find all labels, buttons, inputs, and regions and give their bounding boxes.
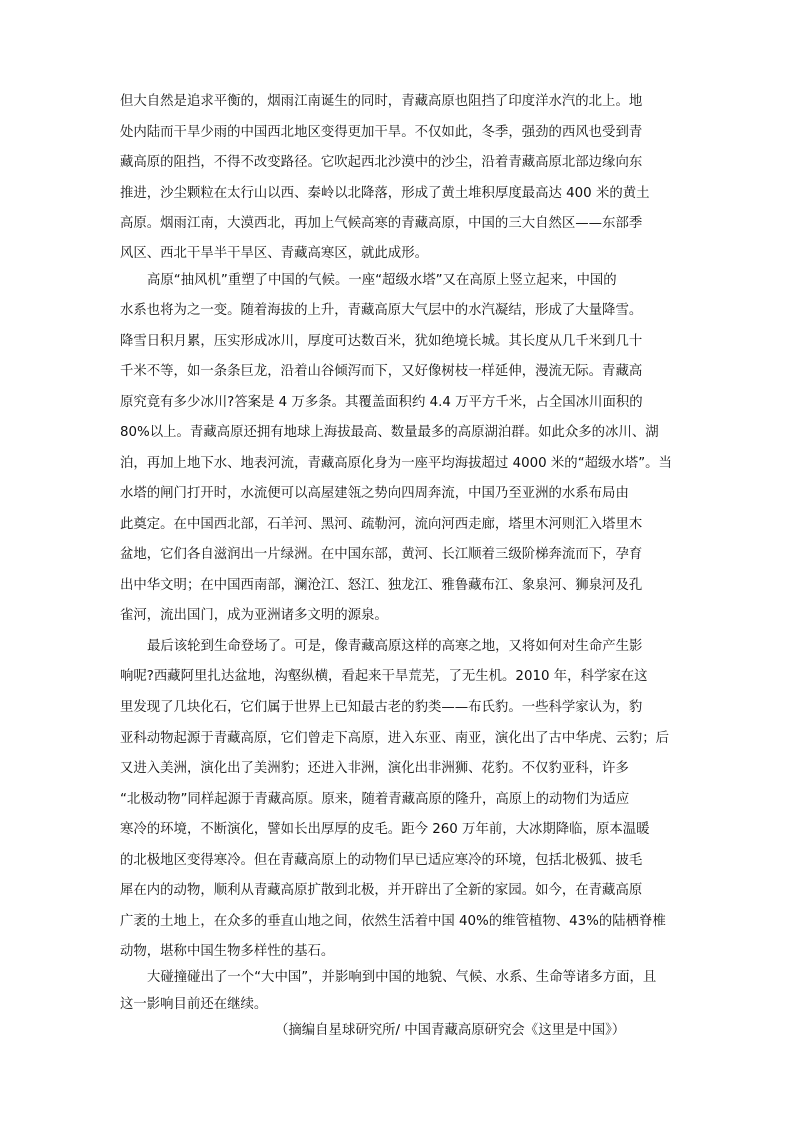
text-line: 的北极地区变得寒冷。但在青藏高原上的动物们早已适应寒冷的环境，包括北极狐、披毛 <box>120 853 643 868</box>
text-line: 降雪日积月累，压实形成冰川，厚度可达数百米，犹如绝境长城。其长度从几千米到几十 <box>120 334 643 349</box>
text-line: 但大自然是追求平衡的，烟雨江南诞生的同时，青藏高原也阻挡了印度洋水汽的北上。地 <box>120 94 643 109</box>
text-line: 水系也将为之一变。随着海拔的上升，青藏高原大气层中的水汽凝结，形成了大量降雪。 <box>120 303 643 318</box>
text-line: 大碰撞碰出了一个“大中国”，并影响到中国的地貌、气候、水系、生命等诸多方面，且 <box>147 970 657 985</box>
text-line: 原究竟有多少冰川?答案是 4 万多条。其覆盖面积约 4.4 万平方千米，占全国冰川面积的 <box>120 395 643 410</box>
text-line: 高原。烟雨江南，大漠西北，再加上气候高寒的青藏高原，中国的三大自然区——东部季 <box>120 216 643 231</box>
text-line: 藏高原的阻挡，不得不改变路径。它吹起西北沙漠中的沙尘，沿着青藏高原北部边缘向东 <box>120 155 643 170</box>
text-line: 这一影响目前还在继续。 <box>120 997 268 1012</box>
text-line: 寒冷的环境，不断演化，譬如长出厚厚的皮毛。距今 260 万年前，大冰期降临，原本温暖 <box>120 822 650 837</box>
text-line: 泊，再加上地下水、地表河流，青藏高原化身为一座平均海拔超过 4000 米的“超级水塔”。当 <box>120 456 672 471</box>
text-line: 犀在内的动物，顺利从青藏高原扩散到北极，并开辟出了全新的家园。如今，在青藏高原 <box>120 883 643 898</box>
text-line: 雀河，流出国门，成为亚洲诸多文明的源泉。 <box>120 608 388 623</box>
text-line: 响呢?西藏阿里扎达盆地，沟壑纵横，看起来干旱荒芜，了无生机。2010 年，科学家在这 <box>120 669 648 684</box>
text-line: 盆地，它们各自滋润出一片绿洲。在中国东部，黄河、长江顺着三级阶梯奔流而下，孕育 <box>120 547 643 562</box>
text-line: 高原“抽风机”重塑了中国的气候。一座“超级水塔”又在高原上竖立起来，中国的 <box>147 273 617 288</box>
text-line: 水塔的闸门打开时，水流便可以高屋建瓴之势向四周奔流，中国乃至亚洲的水系布局由 <box>120 486 629 501</box>
text-line: “北极动物”同样起源于青藏高原。原来，随着青藏高原的隆升，高原上的动物们为适应 <box>120 792 630 807</box>
text-line: 处内陆而干旱少雨的中国西北地区变得更加干旱。不仅如此，冬季，强劲的西风也受到青 <box>120 125 643 140</box>
text-line: （摘编自星球研究所/ 中国青藏高原研究会《这里是中国》） <box>275 1023 626 1038</box>
text-line: 又进入美洲，演化出了美洲豹；还进入非洲，演化出非洲狮、花豹。不仅豹亚科，许多 <box>120 761 629 776</box>
text-line: 动物，堪称中国生物多样性的基石。 <box>120 944 335 959</box>
text-line: 千米不等，如一条条巨龙，沿着山谷倾泻而下，又好像树枝一样延伸，漫流无际。青藏高 <box>120 364 643 379</box>
text-line: 推进，沙尘颗粒在太行山以西、秦岭以北降落，形成了黄土堆积厚度最高达 400 米的黄土 <box>120 186 650 201</box>
text-line: 最后该轮到生命登场了。可是，像青藏高原这样的高寒之地，又将如何对生命产生影 <box>147 639 643 654</box>
text-line: 亚科动物起源于青藏高原，它们曾走下高原，进入东亚、南亚，演化出了古中华虎、云豹；后 <box>120 731 670 746</box>
text-line: 此奠定。在中国西北部，石羊河、黑河、疏勒河，流向河西走廊，塔里木河则汇入塔里木 <box>120 517 643 532</box>
text-line: 里发现了几块化石，它们属于世界上已知最古老的豹类——布氏豹。一些科学家认为，豹 <box>120 700 643 715</box>
text-line: 出中华文明；在中国西南部，澜沧江、怒江、独龙江、雅鲁藏布江、象泉河、狮泉河及孔 <box>120 578 643 593</box>
text-line: 80%以上。青藏高原还拥有地球上海拔最高、数量最多的高原湖泊群。如此众多的冰川、湖 <box>120 425 659 440</box>
text-line: 风区、西北干旱半干旱区、青藏高寒区，就此成形。 <box>120 246 428 261</box>
text-line: 广袤的土地上，在众多的垂直山地之间，依然生活着中国 40%的维管植物、43%的陆栖脊椎 <box>120 914 666 929</box>
